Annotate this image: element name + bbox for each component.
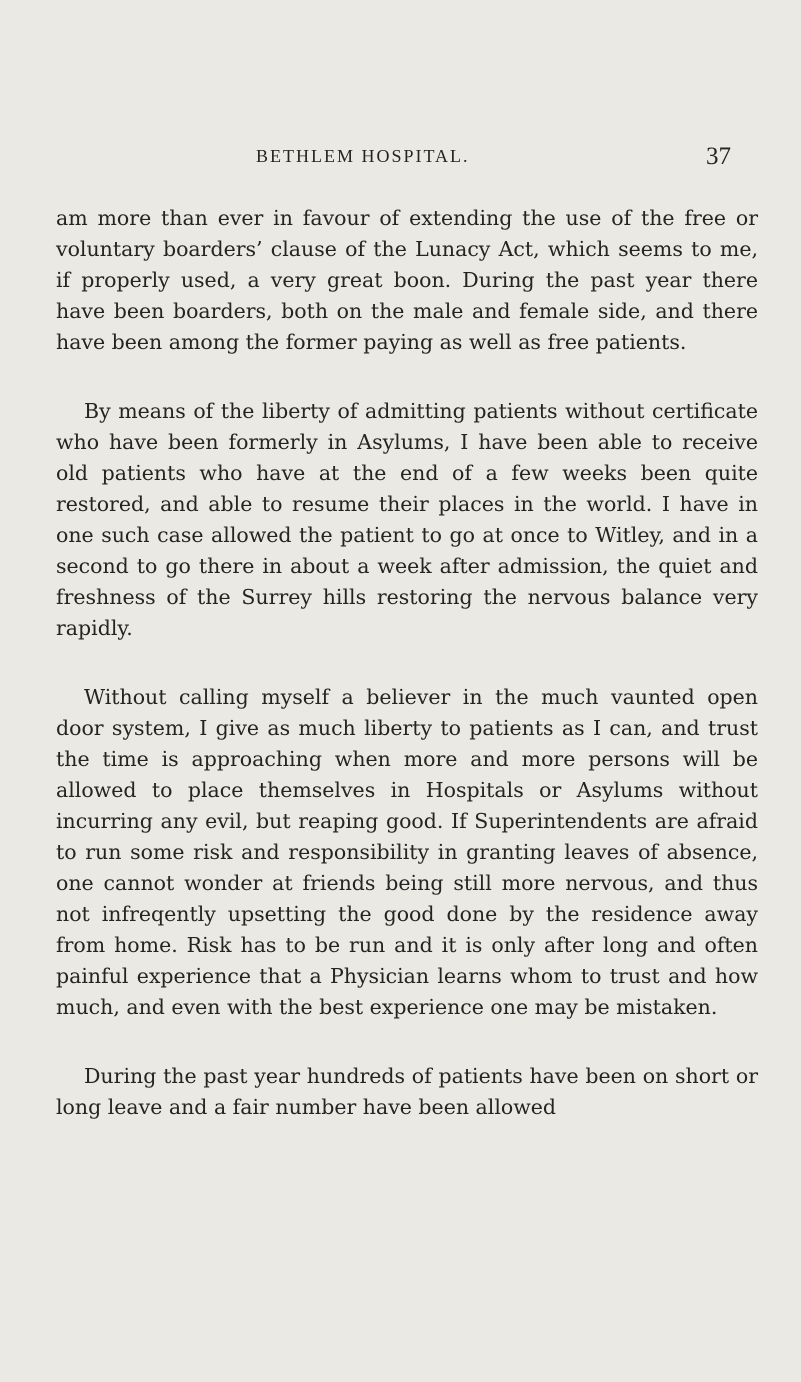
paragraph-4: During the past year hundreds of patients have been on short or long leave and a fair number have been allowed [56, 1064, 758, 1119]
paragraph-3: Without calling myself a believer in the much vaunted open door system, I give as much liberty to patients as I can, and trust the time is approaching when more and more persons will be allowed to place themselves in Hospitals or Asylums without incurring any evil, but reaping good. If Superintendents are afraid to run some risk and responsibility in granting leaves of absence, one cannot wonder at friends being still more nervous, and thus not infreqently upsetting the good done by the residence away from home. Risk has to be run and it is only after long and often painful experience that a Physician learns whom to trust and how much, and even with the best experience one may be mistaken. [56, 685, 758, 1019]
page-number: 37 [706, 143, 731, 170]
paragraph-2: By means of the liberty of admitting patients without certificate who have been formerly in Asylums, I have been able to receive old patients who have at the end of a few weeks been quite restored, and able to resume their places in the world. I have in one such case allowed the patient to go at once to Witley, and in a second to go there in about a week after admission, the quiet and freshness of the Surrey hills restoring the nervous balance very rapidly. [56, 399, 758, 640]
body-text [56, 203, 758, 1161]
running-head: BETHLEM HOSPITAL. [256, 146, 470, 166]
paragraph-1: am more than ever in favour of extending the use of the free or voluntary boarders’ clause of the Lunacy Act, which seems to me, if properly used, a very great boon. During the past year there have been boarders, both on the male and female side, and there have been among the former paying as well as free patients. [56, 206, 758, 354]
